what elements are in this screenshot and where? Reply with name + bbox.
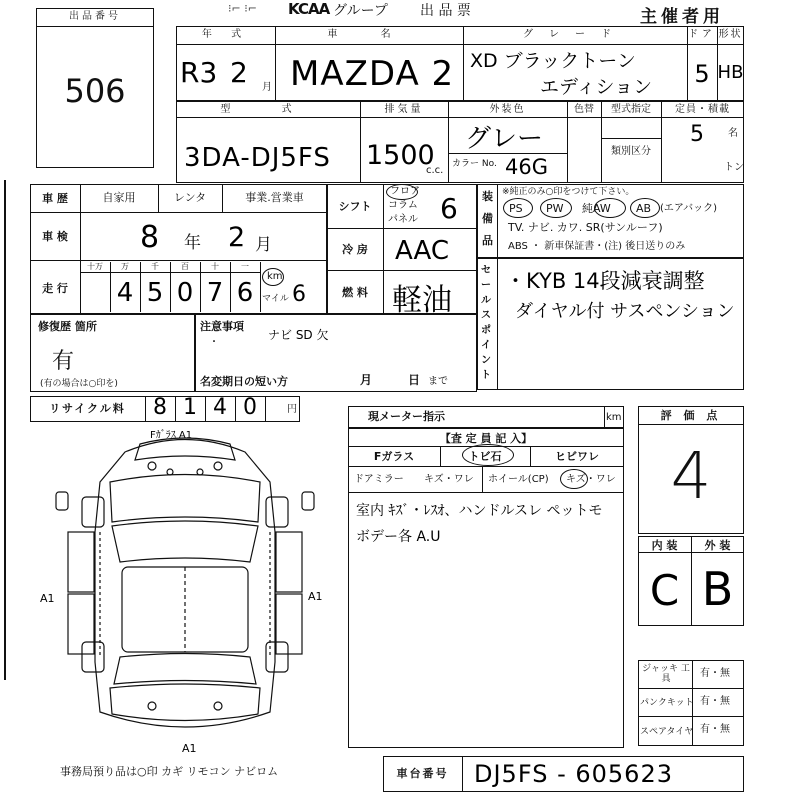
- type-designation-label: 型式指定: [611, 104, 651, 115]
- model-value: 3DA-DJ5FS: [184, 143, 331, 173]
- history-opt3: 事業.営業車: [245, 191, 304, 204]
- history-opt2: レンタ: [173, 191, 207, 204]
- diagram-mark-right: A1: [308, 590, 323, 603]
- sales-point-char: イ: [481, 340, 491, 351]
- grade-line2: エディション: [540, 76, 653, 98]
- extras-jack-label: ジャッキ 工 具: [642, 664, 690, 684]
- mileage-digit-label: 百: [181, 262, 189, 271]
- inspection-year: 8: [140, 220, 160, 255]
- equip-ps: PS: [509, 202, 523, 215]
- extras-puncture-label: パンクキット: [640, 698, 694, 708]
- displacement-value: 1500: [366, 140, 435, 171]
- capacity-unit: 名: [728, 128, 738, 139]
- mileage-digit: 5: [146, 278, 164, 308]
- equip-note: ※純正のみ○印をつけて下さい。: [502, 187, 635, 197]
- sales-point-char: ル: [481, 295, 491, 306]
- repair-note: (有の場合は○印を): [40, 379, 118, 389]
- mile-unit: マイル: [262, 294, 289, 304]
- date-month: 月: [360, 373, 373, 387]
- shift-opt-column: コラム: [388, 200, 418, 211]
- equip-row2: TV. ナビ. カワ. SR(サンルーフ): [508, 221, 663, 234]
- meter-unit: km: [606, 412, 622, 423]
- fuel-value: 軽油: [392, 283, 452, 318]
- year-month: 2: [230, 56, 248, 89]
- notes-dot: ・: [209, 337, 219, 348]
- mileage-digit-label: 万: [121, 262, 129, 271]
- margin-line: [4, 180, 6, 680]
- recycle-digit: 4: [213, 395, 227, 420]
- color-label: 外装色: [489, 104, 526, 115]
- sales-point-char: ー: [481, 280, 491, 291]
- recycle-digit: 0: [243, 395, 257, 420]
- grade-label: グレード: [523, 29, 627, 40]
- cc-unit: c.c.: [426, 165, 444, 176]
- equip-pw: PW: [546, 202, 564, 215]
- office-text: 事務局預り品は○印 カギ リモコン ナビロム: [60, 765, 279, 778]
- mileage-digit: 7: [206, 278, 224, 308]
- chassis-label: 車台番号: [396, 767, 449, 780]
- year-label: 年 式: [201, 29, 250, 40]
- pw-circle: [540, 198, 572, 218]
- color-change-label: 色替: [574, 104, 594, 115]
- body-label: 形状: [718, 29, 743, 40]
- repair-label: 修復歴 箇所: [38, 320, 97, 333]
- color-no-value: 46G: [505, 155, 548, 179]
- ac-label: 冷 房: [342, 243, 368, 256]
- capacity-value: 5: [690, 122, 704, 147]
- mirror-label: ドアミラー: [354, 474, 404, 485]
- capacity-label: 定員・積載: [675, 104, 730, 115]
- exterior-value: B: [701, 562, 734, 616]
- mileage-digit-label: 一: [241, 262, 249, 271]
- equip-row3: ABS ・ 新車保証書・(注) 後日送りのみ: [508, 241, 686, 252]
- color-value: グレー: [465, 124, 544, 154]
- meter-label: 現メーター指示: [368, 410, 445, 423]
- sales-point-char: ス: [481, 310, 491, 321]
- displacement-label: 排気量: [384, 104, 424, 115]
- date-day: 日: [408, 373, 421, 387]
- org-name: KCAA: [288, 0, 330, 18]
- name-label: 車 名: [327, 29, 411, 40]
- mileage-digit-label: 千: [151, 262, 159, 271]
- date-until: まで: [428, 376, 448, 387]
- history-label: 車 歴: [42, 192, 68, 205]
- extras-jack-value: 有・無: [700, 668, 730, 679]
- recycle-unit: 円: [287, 404, 297, 415]
- sales-point-line1: ・KYB 14段減衰調整: [505, 269, 705, 293]
- mileage-digit: 4: [116, 278, 134, 308]
- org-group: グループ: [333, 3, 388, 19]
- history-opt1: 自家用: [102, 191, 136, 204]
- body-value: HB: [717, 62, 744, 83]
- mileage-digit: 6: [236, 278, 254, 308]
- mileage-digit: 0: [176, 278, 194, 308]
- ac-value: AAC: [395, 236, 449, 266]
- inspection-month: 2: [228, 222, 246, 253]
- grade-line1: XD ブラックトーン: [470, 50, 636, 72]
- inspector-item-chip: トビ石: [468, 450, 502, 463]
- wheel-label: ホイール(CP): [488, 474, 549, 485]
- equip-char-2: 備: [482, 212, 493, 225]
- recycle-digit: 8: [153, 395, 167, 420]
- inspection-year-unit: 年: [184, 233, 201, 253]
- extras-spare-value: 有・無: [700, 724, 730, 735]
- mileage-digit-label: 十万: [87, 262, 103, 271]
- aw-circle: [594, 198, 626, 218]
- equip-ab: AB: [636, 202, 652, 215]
- chassis-value: DJ5FS - 605623: [474, 760, 673, 788]
- km-unit: km: [267, 271, 283, 282]
- ab-circle: [630, 198, 660, 218]
- mileage-tail: 6: [292, 282, 306, 307]
- shift-value: 6: [440, 192, 458, 225]
- sales-point-char: セ: [481, 265, 491, 276]
- inspection-label: 車 検: [42, 230, 68, 243]
- fuel-label: 燃 料: [342, 286, 368, 299]
- equip-char-3: 品: [482, 234, 493, 247]
- repair-value: 有: [52, 349, 75, 374]
- extras-spare-label: スペアタイヤ: [640, 727, 694, 737]
- inspector-item-fglass: Fガラス: [373, 450, 415, 463]
- recycle-label: リサイクル料: [49, 402, 126, 415]
- exterior-label: 外 装: [704, 539, 731, 552]
- year-month-unit: 月: [262, 82, 272, 93]
- inspector-comment1: 室内 ｷｽﾞ・ﾚｽｵ、ハンドルスレ ペットモ: [356, 503, 603, 519]
- mirror-opts: キズ・ワレ: [424, 474, 474, 485]
- score-label: 評 価 点: [660, 409, 722, 422]
- equip-char-1: 装: [482, 190, 493, 203]
- sales-point-char: ポ: [481, 325, 491, 336]
- sales-point-line2: ダイヤル付 サスペンション: [515, 301, 735, 322]
- score-value: 4: [670, 440, 712, 514]
- sales-point-char: ト: [481, 370, 491, 381]
- mileage-label: 走 行: [42, 282, 68, 295]
- inspector-item-crack: ヒビワレ: [555, 450, 599, 463]
- date-label: 名変期日の短い方: [200, 375, 288, 388]
- checkbox-marks: ⁝⌐ ⁝⌐: [228, 2, 257, 15]
- ps-circle: [503, 198, 533, 218]
- doors-value: 5: [694, 60, 710, 88]
- category-label: 類別区分: [611, 146, 651, 157]
- shift-opt-floor: フロア: [390, 186, 420, 197]
- diagram-mark-rear: A1: [182, 742, 197, 755]
- notes-value: ナビ SD 欠: [268, 328, 329, 342]
- extras-puncture-value: 有・無: [700, 696, 730, 707]
- model-label: 型 式: [220, 104, 316, 115]
- sales-point-char: ン: [481, 355, 491, 366]
- interior-label: 内 装: [651, 539, 678, 552]
- shift-label: シフト: [338, 200, 372, 213]
- inspector-title: 【査 定 員 記 入】: [439, 432, 533, 445]
- notes-label: 注意事項: [200, 320, 244, 333]
- equip-ab-note: (エアバック): [660, 203, 718, 214]
- car-diagram: [30, 422, 340, 767]
- diagram-mark-left: A1: [40, 592, 55, 605]
- wheel-opts: キズ・ワレ: [566, 474, 616, 485]
- mileage-digit-label: 十: [211, 262, 219, 271]
- doors-label: ドア: [688, 29, 716, 40]
- vehicle-name: MAZDA 2: [290, 54, 455, 94]
- color-no-label: カラー No.: [452, 159, 497, 169]
- floor-circle: [386, 184, 418, 200]
- inspection-month-unit: 月: [255, 235, 272, 255]
- form-title: 出 品 票: [420, 3, 471, 19]
- organizer-label: 主催者用: [640, 7, 724, 27]
- recycle-digit: 1: [183, 395, 197, 420]
- wheel-circle: [560, 469, 588, 489]
- diagram-mark-front: Fｶﾞﾗｽ A1: [150, 430, 193, 441]
- chip-circle: [462, 444, 514, 466]
- shift-opt-panel: パネル: [388, 214, 418, 225]
- interior-value: C: [649, 566, 680, 615]
- year-era: R3: [180, 56, 218, 89]
- lot-number: 506: [64, 72, 126, 110]
- load-unit: トン: [724, 162, 744, 173]
- lot-label: 出品番号: [69, 11, 121, 22]
- equip-aw: 純AW: [582, 202, 611, 215]
- inspector-comment2: ボデー各 A.U: [356, 529, 441, 545]
